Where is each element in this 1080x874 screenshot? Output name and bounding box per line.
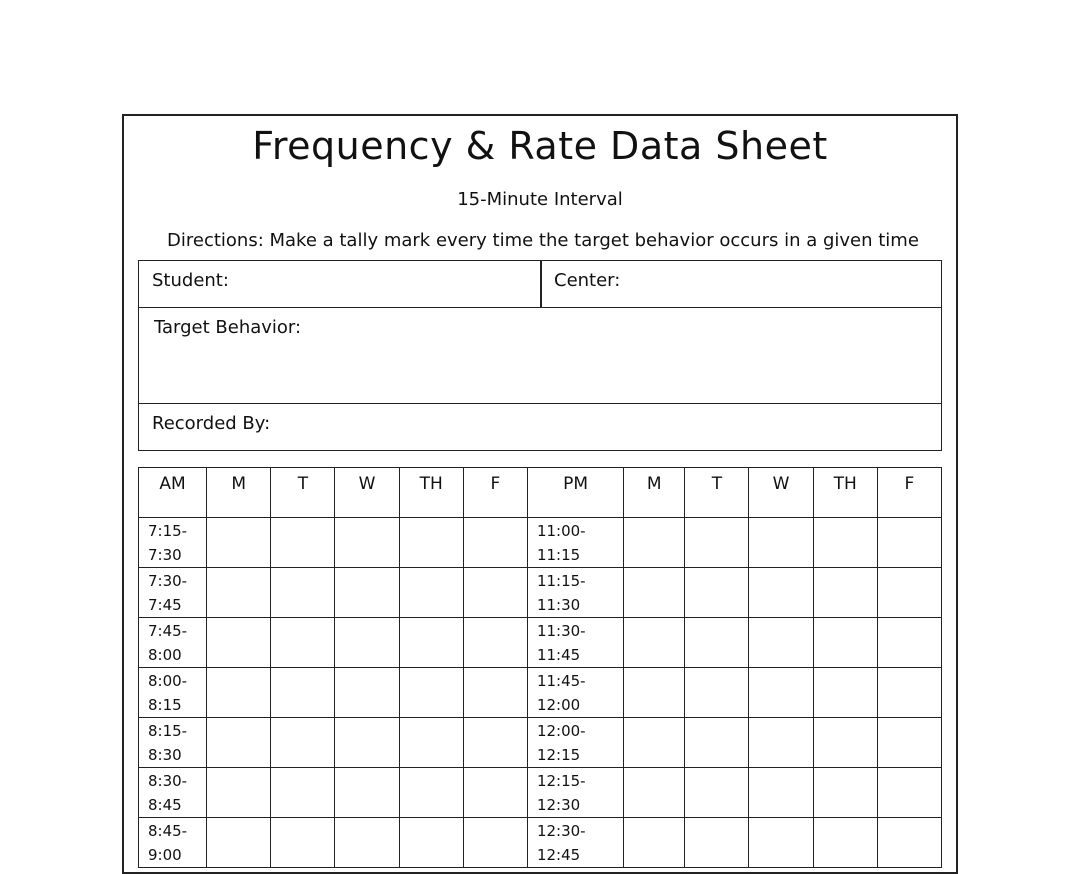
tally-cell[interactable] xyxy=(463,618,527,668)
time-label: 7:30 xyxy=(148,546,182,564)
tally-cell[interactable] xyxy=(749,718,813,768)
time-label: 11:45 xyxy=(536,646,581,664)
tally-cell[interactable] xyxy=(813,818,877,868)
tally-cell[interactable] xyxy=(813,668,877,718)
table-row xyxy=(139,668,942,718)
tally-cell[interactable] xyxy=(463,768,527,818)
table-row xyxy=(139,618,942,668)
tally-cell[interactable] xyxy=(813,718,877,768)
tally-cell[interactable] xyxy=(877,618,941,668)
time-label: 12:30- xyxy=(536,822,586,840)
time-label: 11:30 xyxy=(536,596,581,614)
column-header: M xyxy=(624,468,685,518)
tally-cell[interactable] xyxy=(685,818,749,868)
pm-time-cell xyxy=(527,618,623,668)
tally-cell[interactable] xyxy=(749,768,813,818)
table-row xyxy=(139,518,942,568)
tally-cell[interactable] xyxy=(749,518,813,568)
am-time-cell xyxy=(139,668,207,718)
am-time-cell xyxy=(139,718,207,768)
recorded-by-label: Recorded By: xyxy=(152,413,271,434)
tally-cell[interactable] xyxy=(749,568,813,618)
tally-cell[interactable] xyxy=(685,568,749,618)
tally-cell[interactable] xyxy=(877,718,941,768)
column-header: M xyxy=(207,468,271,518)
pm-time-cell xyxy=(527,568,623,618)
tally-cell[interactable] xyxy=(399,618,463,668)
column-header: W xyxy=(749,468,813,518)
tally-cell[interactable] xyxy=(877,568,941,618)
am-time-cell xyxy=(139,768,207,818)
time-label: 12:15 xyxy=(536,746,581,764)
time-label: 11:00- xyxy=(536,522,586,540)
tally-cell[interactable] xyxy=(624,618,685,668)
sheet-subtitle: 15-Minute Interval xyxy=(457,189,623,210)
tally-cell[interactable] xyxy=(271,768,335,818)
column-header: F xyxy=(463,468,527,518)
tally-cell[interactable] xyxy=(463,518,527,568)
tally-cell[interactable] xyxy=(624,568,685,618)
target-behavior-field[interactable] xyxy=(138,307,942,404)
tally-cell[interactable] xyxy=(335,568,399,618)
tally-cell[interactable] xyxy=(813,768,877,818)
tally-cell[interactable] xyxy=(271,518,335,568)
tally-cell[interactable] xyxy=(463,718,527,768)
tally-cell[interactable] xyxy=(335,818,399,868)
time-label: 12:45 xyxy=(536,846,581,864)
tally-cell[interactable] xyxy=(335,718,399,768)
tally-cell[interactable] xyxy=(271,568,335,618)
tally-cell[interactable] xyxy=(335,768,399,818)
am-time-cell xyxy=(139,568,207,618)
time-label: 8:15- xyxy=(148,722,188,740)
center-label: Center: xyxy=(554,270,621,291)
table-row xyxy=(139,718,942,768)
tally-cell[interactable] xyxy=(271,818,335,868)
sheet-directions: Directions: Make a tally mark every time the target behavior occurs in a given time xyxy=(167,230,919,251)
tally-cell[interactable] xyxy=(624,668,685,718)
tally-cell[interactable] xyxy=(207,668,271,718)
time-label: 9:00 xyxy=(148,846,182,864)
tally-cell[interactable] xyxy=(813,568,877,618)
tally-cell[interactable] xyxy=(624,518,685,568)
tally-cell[interactable] xyxy=(813,618,877,668)
tally-table xyxy=(138,467,942,868)
column-header: F xyxy=(877,468,941,518)
tally-cell[interactable] xyxy=(813,518,877,568)
tally-cell[interactable] xyxy=(749,618,813,668)
tally-cell[interactable] xyxy=(624,818,685,868)
time-label: 11:45- xyxy=(536,672,586,690)
target-behavior-label: Target Behavior: xyxy=(154,317,302,338)
am-time-cell xyxy=(139,518,207,568)
pm-time-cell xyxy=(527,518,623,568)
tally-cell[interactable] xyxy=(335,518,399,568)
time-label: 11:15- xyxy=(536,572,586,590)
column-header: AM xyxy=(139,468,207,518)
tally-cell[interactable] xyxy=(399,768,463,818)
tally-cell[interactable] xyxy=(207,618,271,668)
table-header-row xyxy=(139,468,942,518)
tally-cell[interactable] xyxy=(399,568,463,618)
time-label: 8:30- xyxy=(148,772,188,790)
tally-cell[interactable] xyxy=(335,668,399,718)
tally-cell[interactable] xyxy=(271,718,335,768)
time-label: 11:30- xyxy=(536,622,586,640)
tally-cell[interactable] xyxy=(685,518,749,568)
student-field[interactable] xyxy=(138,260,542,308)
time-label: 11:15 xyxy=(536,546,581,564)
table-row xyxy=(139,768,942,818)
tally-cell[interactable] xyxy=(399,818,463,868)
tally-cell[interactable] xyxy=(749,818,813,868)
time-label: 12:00 xyxy=(536,696,581,714)
tally-cell[interactable] xyxy=(207,568,271,618)
pm-time-cell xyxy=(527,768,623,818)
tally-cell[interactable] xyxy=(399,718,463,768)
tally-cell[interactable] xyxy=(877,518,941,568)
time-label: 8:00 xyxy=(148,646,182,664)
tally-cell[interactable] xyxy=(271,618,335,668)
am-time-cell xyxy=(139,818,207,868)
column-header: T xyxy=(685,468,749,518)
tally-cell[interactable] xyxy=(207,768,271,818)
tally-cell[interactable] xyxy=(877,768,941,818)
table-row xyxy=(139,568,942,618)
tally-cell[interactable] xyxy=(463,568,527,618)
column-header: TH xyxy=(813,468,877,518)
column-header: PM xyxy=(527,468,623,518)
time-label: 7:30- xyxy=(148,572,188,590)
tally-cell[interactable] xyxy=(685,718,749,768)
tally-cell[interactable] xyxy=(207,718,271,768)
sheet-title: Frequency & Rate Data Sheet xyxy=(252,124,828,168)
column-header: TH xyxy=(399,468,463,518)
tally-cell[interactable] xyxy=(749,668,813,718)
time-label: 8:15 xyxy=(148,696,182,714)
tally-cell[interactable] xyxy=(399,668,463,718)
time-label: 8:45- xyxy=(148,822,188,840)
tally-cell[interactable] xyxy=(335,618,399,668)
time-label: 7:45 xyxy=(148,596,182,614)
tally-cell[interactable] xyxy=(685,618,749,668)
time-label: 12:30 xyxy=(536,796,581,814)
time-label: 7:15- xyxy=(148,522,188,540)
tally-cell[interactable] xyxy=(399,518,463,568)
tally-cell[interactable] xyxy=(877,818,941,868)
tally-cell[interactable] xyxy=(877,668,941,718)
tally-cell[interactable] xyxy=(271,668,335,718)
tally-cell[interactable] xyxy=(463,818,527,868)
pm-time-cell xyxy=(527,818,623,868)
recorded-by-field[interactable] xyxy=(138,403,942,451)
tally-cell[interactable] xyxy=(624,768,685,818)
table-row xyxy=(139,818,942,868)
tally-cell[interactable] xyxy=(685,768,749,818)
tally-cell[interactable] xyxy=(463,668,527,718)
pm-time-cell xyxy=(527,718,623,768)
student-label: Student: xyxy=(152,270,229,291)
tally-cell[interactable] xyxy=(207,818,271,868)
time-label: 8:30 xyxy=(148,746,182,764)
column-header: T xyxy=(271,468,335,518)
time-label: 7:45- xyxy=(148,622,188,640)
am-time-cell xyxy=(139,618,207,668)
column-header: W xyxy=(335,468,399,518)
time-label: 8:00- xyxy=(148,672,188,690)
center-field[interactable] xyxy=(540,260,942,308)
tally-cell[interactable] xyxy=(685,668,749,718)
time-label: 8:45 xyxy=(148,796,182,814)
time-label: 12:00- xyxy=(536,722,586,740)
tally-cell[interactable] xyxy=(624,718,685,768)
tally-cell[interactable] xyxy=(207,518,271,568)
pm-time-cell xyxy=(527,668,623,718)
time-label: 12:15- xyxy=(536,772,586,790)
